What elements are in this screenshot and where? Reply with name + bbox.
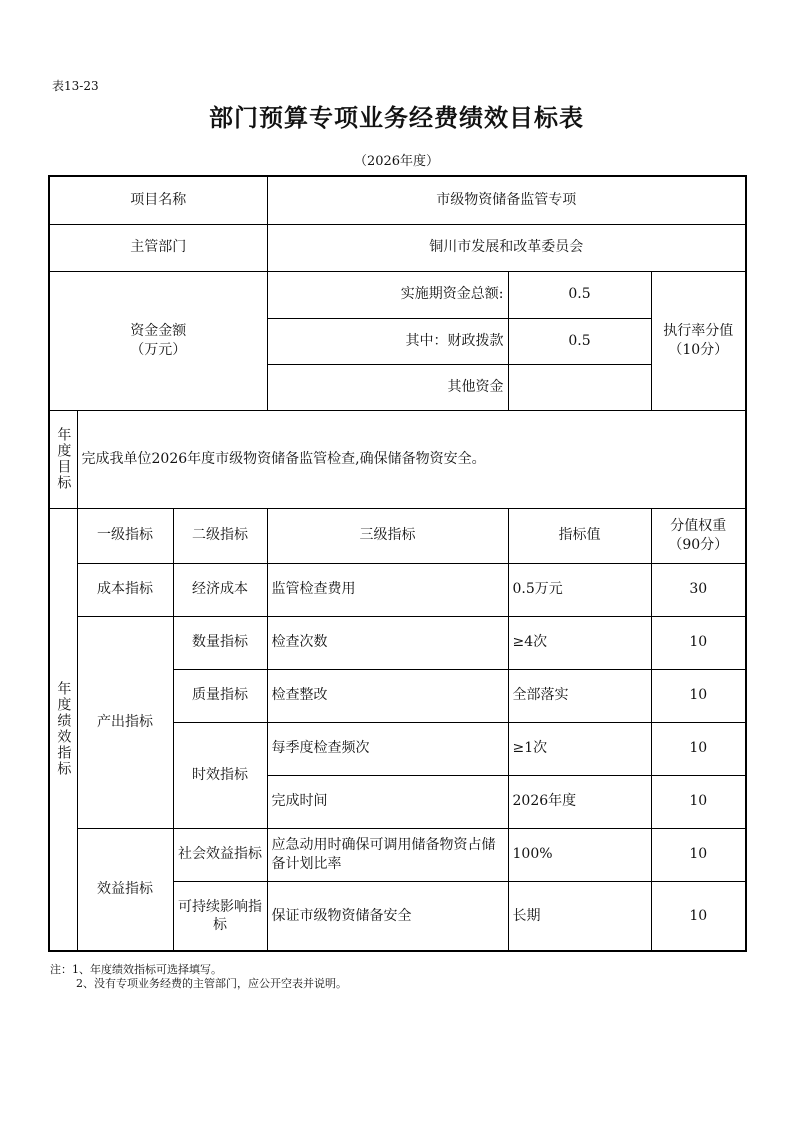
fiscal-allocation-value: 0.5: [508, 318, 651, 364]
project-name-value: 市级物资储备监管专项: [267, 176, 746, 224]
department-value: 铜川市发展和改革委员会: [267, 224, 746, 271]
page-title: 部门预算专项业务经费绩效目标表: [209, 104, 584, 132]
level2-cell: 社会效益指标: [173, 828, 267, 881]
annual-goal-text: 完成我单位2026年度市级物资储备监管检查,确保储备物资安全。: [77, 410, 746, 508]
level2-cell: 经济成本: [173, 563, 267, 616]
weight-cell: 10: [651, 669, 746, 722]
execution-rate-score: [651, 271, 746, 410]
footnote-2: 2、没有专项业务经费的主管部门，应公开空表并说明。: [76, 977, 347, 990]
col-value-header: 指标值: [508, 508, 651, 563]
col-level3-header: 三级指标: [267, 508, 508, 563]
weight-cell: 30: [651, 563, 746, 616]
indicator-value-cell: ≥1次: [508, 722, 651, 775]
table-number: 表13-23: [52, 79, 99, 93]
col-level1-header: 一级指标: [77, 508, 173, 563]
total-fund-label: 实施期资金总额:: [267, 271, 508, 318]
level1-cell: 产出指标: [77, 616, 173, 828]
col-weight-header: [651, 508, 746, 563]
fund-amount-label: [49, 271, 267, 410]
level3-cell: 检查整改: [267, 669, 508, 722]
level3-cell: 完成时间: [267, 775, 508, 828]
level2-cell: 质量指标: [173, 669, 267, 722]
indicator-value-cell: 全部落实: [508, 669, 651, 722]
level2-cell: 数量指标: [173, 616, 267, 669]
budget-year: （2026年度）: [353, 154, 440, 169]
indicator-value-cell: 100%: [508, 828, 651, 881]
annual-goal-label: 年度目标: [49, 410, 77, 508]
indicator-value-cell: 0.5万元: [508, 563, 651, 616]
other-fund-value: [508, 364, 651, 410]
level2-cell: 可持续影响指标: [173, 881, 267, 951]
fund-amount-label-line2: （万元）: [130, 341, 187, 358]
col-weight-line1: 分值权重: [670, 518, 727, 535]
indicator-value-cell: 2026年度: [508, 775, 651, 828]
col-weight-line2: （90分）: [668, 536, 729, 553]
weight-cell: 10: [651, 881, 746, 951]
weight-cell: 10: [651, 722, 746, 775]
weight-cell: 10: [651, 828, 746, 881]
level3-cell: 每季度检查频次: [267, 722, 508, 775]
level1-cell: 效益指标: [77, 828, 173, 951]
table-row: [49, 828, 746, 881]
total-fund-value: 0.5: [508, 271, 651, 318]
col-level2-header: 二级指标: [173, 508, 267, 563]
execution-rate-line1: 执行率分值: [663, 323, 734, 340]
execution-rate-line2: （10分）: [668, 341, 729, 358]
project-name-label: 项目名称: [49, 176, 267, 224]
table-row: [49, 563, 746, 616]
fiscal-allocation-label: 其中：财政拨款: [267, 318, 508, 364]
weight-cell: 10: [651, 616, 746, 669]
level3-cell: 监管检查费用: [267, 563, 508, 616]
other-fund-label: 其他资金: [267, 364, 508, 410]
table-row: [49, 616, 746, 669]
level3-cell: 检查次数: [267, 616, 508, 669]
footnote-1: 注：1、年度绩效指标可选择填写。: [50, 963, 222, 976]
department-label: 主管部门: [49, 224, 267, 271]
indicator-value-cell: ≥4次: [508, 616, 651, 669]
level3-cell: 保证市级物资储备安全: [267, 881, 508, 951]
fund-amount-label-line1: 资金金额: [130, 323, 187, 340]
level1-cell: 成本指标: [77, 563, 173, 616]
performance-target-table: [48, 175, 747, 952]
weight-cell: 10: [651, 775, 746, 828]
performance-indicator-label: 年度绩效指标: [49, 508, 77, 951]
level2-cell: 时效指标: [173, 722, 267, 828]
level3-cell: 应急动用时确保可调用储备物资占储备计划比率: [267, 828, 508, 881]
indicator-value-cell: 长期: [508, 881, 651, 951]
